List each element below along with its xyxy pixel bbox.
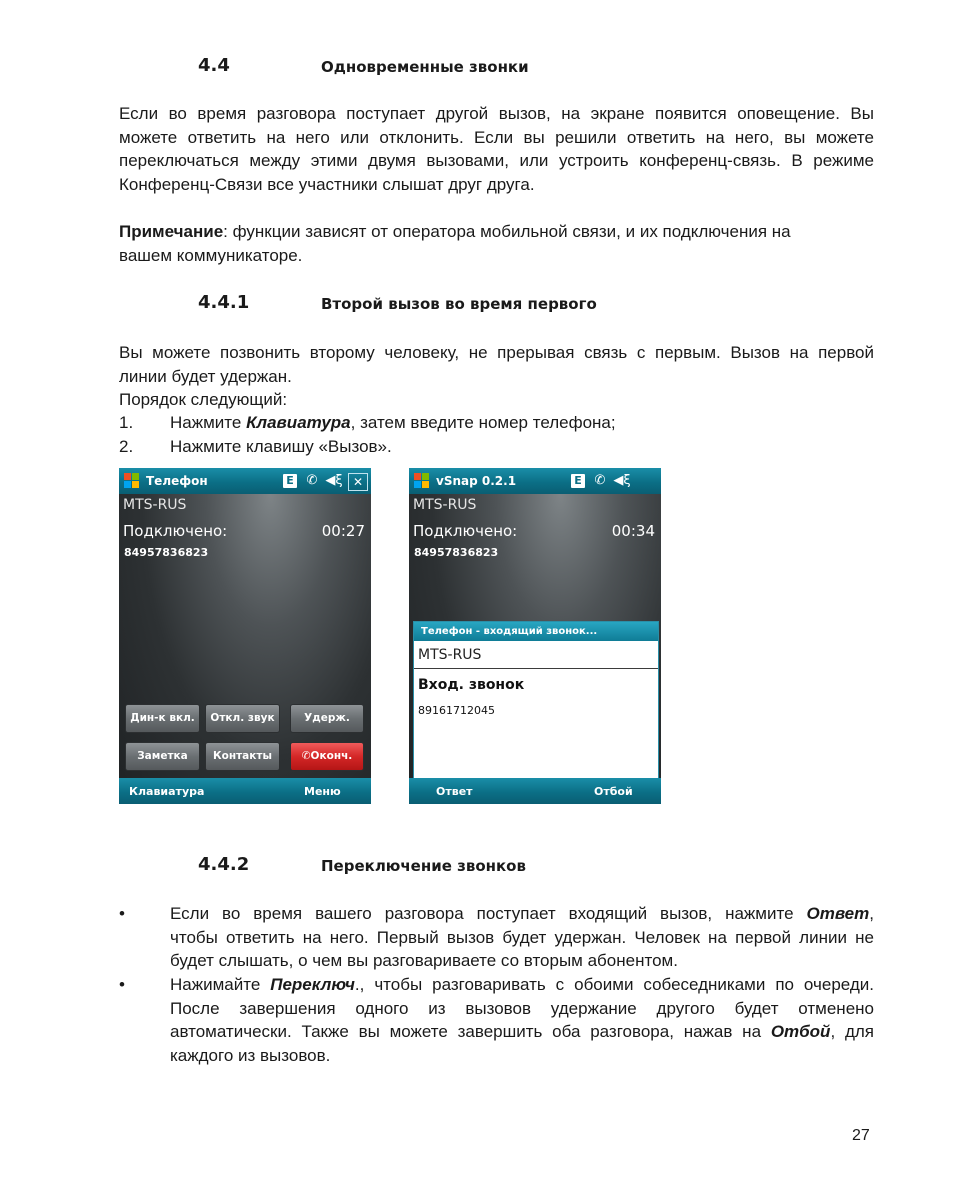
step-item: [119, 411, 874, 435]
softkey-answer[interactable]: Ответ: [436, 785, 473, 798]
phone-screen-incoming: [409, 468, 661, 804]
start-icon[interactable]: [124, 473, 140, 489]
intro-line: Конференц-Связи все участники слышат друг друга.: [119, 174, 535, 194]
section-number: 4.4.1: [198, 292, 250, 313]
text-span: Если во время вашего разговора поступает входящий вызов, нажмите: [170, 904, 807, 923]
end-call-label: Оконч.: [310, 750, 353, 762]
text-line: После завершения одного из вызовов удержание другого будет отменено: [170, 998, 874, 1018]
mute-button[interactable]: Откл. звук: [205, 704, 280, 733]
title-bar: [409, 468, 661, 494]
volume-icon[interactable]: ◀ξ: [613, 473, 631, 488]
steps-list: [119, 411, 874, 458]
incoming-number: 89161712045: [418, 704, 495, 717]
text-line: Порядок следующий:: [119, 390, 288, 409]
text-line: [170, 973, 874, 997]
intro-paragraph: [119, 102, 874, 196]
keyword-switch: Переключ: [270, 975, 355, 994]
soft-key-bar: [409, 778, 661, 804]
text-line: каждого из вызовов.: [170, 1045, 331, 1065]
edge-icon: E: [283, 474, 297, 488]
bullet-item: [170, 973, 874, 1067]
text-line: линии будет удержан.: [119, 366, 292, 386]
note-text: : функции зависят от оператора мобильной связи, и их подключения на: [223, 222, 791, 241]
section-title: Одновременные звонки: [321, 58, 529, 76]
step-text: , затем введите номер телефона;: [350, 413, 616, 432]
text-line: будет слышать, о чем вы разговариваете со вторым абонентом.: [170, 951, 678, 970]
keyword-decline: Отбой: [770, 1022, 831, 1041]
page-number: 27: [852, 1127, 870, 1144]
call-timer: 00:34: [611, 522, 655, 540]
phone-signal-icon: ✆: [306, 473, 318, 488]
contacts-button[interactable]: Контакты: [205, 742, 280, 771]
section-number: 4.4: [198, 55, 230, 76]
incoming-call-dialog: [413, 621, 659, 781]
close-icon[interactable]: ✕: [348, 473, 368, 491]
end-call-button[interactable]: [290, 742, 364, 771]
app-title: Телефон: [146, 474, 208, 488]
step-text: Нажмите: [170, 413, 247, 432]
note-text: вашем коммуникаторе.: [119, 245, 303, 265]
softkey-decline[interactable]: Отбой: [594, 785, 633, 798]
phone-screen-call: [119, 468, 371, 804]
phone-icon: ✆: [301, 750, 311, 762]
section-number: 4.4.2: [198, 854, 250, 875]
step-text: Нажмите клавишу «Вызов».: [170, 436, 392, 456]
intro-line: переключаться между этими двумя вызовами, или устроить конференц-связь. В режиме: [119, 151, 874, 170]
text-line: Вы можете позвонить второму человеку, не прерывая связь с первым. Вызов на первой: [119, 343, 874, 362]
softkey-keyboard[interactable]: Клавиатура: [129, 785, 205, 798]
text-line: чтобы ответить на него. Первый вызов будет удержан. Человек на первой линии не: [170, 927, 874, 947]
phone-number: 84957836823: [124, 546, 209, 559]
hold-button[interactable]: Удерж.: [290, 704, 364, 733]
step-keyword: Клавиатура: [246, 413, 351, 432]
edge-icon: E: [571, 474, 585, 488]
soft-key-bar: [119, 778, 371, 804]
speaker-button[interactable]: Дин-к вкл.: [125, 704, 200, 733]
text-span: автоматически. Также вы можете завершить оба разговора, нажав на: [170, 1022, 771, 1041]
call-status: Подключено:: [413, 522, 518, 540]
text-line: [170, 1020, 874, 1044]
intro-line: можете ответить на него или отклонить. Если вы решили ответить на него, вы можете: [119, 127, 874, 147]
bullet: •: [119, 904, 125, 923]
bullet-item: [170, 902, 874, 973]
phone-signal-icon: ✆: [594, 473, 606, 488]
section-title: Второй вызов во время первого: [321, 295, 597, 313]
title-bar: [119, 468, 371, 494]
step-item: [119, 435, 874, 459]
dialog-operator: MTS-RUS: [414, 642, 658, 669]
call-timer: 00:27: [321, 522, 365, 540]
volume-icon[interactable]: ◀ξ: [325, 473, 343, 488]
text-span: Нажимайте: [170, 975, 271, 994]
app-title: vSnap 0.2.1: [436, 474, 517, 488]
call-status: Подключено:: [123, 522, 228, 540]
second-call-paragraph: [119, 341, 874, 412]
keyword-answer: Ответ: [806, 904, 870, 923]
incoming-label: Вход. звонок: [418, 677, 525, 693]
section-title: Переключение звонков: [321, 857, 526, 875]
text-span: , для: [830, 1022, 874, 1041]
operator-name: MTS-RUS: [123, 497, 187, 513]
step-number: 1.: [119, 413, 134, 432]
start-icon[interactable]: [414, 473, 430, 489]
phone-number: 84957836823: [414, 546, 499, 559]
dialog-title: Телефон - входящий звонок...: [414, 622, 658, 641]
operator-name: MTS-RUS: [413, 497, 477, 513]
softkey-menu[interactable]: Меню: [304, 785, 341, 798]
text-span: ., чтобы разговаривать с обоими собеседниками по очереди.: [354, 975, 874, 994]
note-label: Примечание: [119, 222, 224, 241]
step-number: 2.: [119, 436, 134, 456]
note-paragraph: [119, 220, 874, 267]
text-line: [170, 902, 874, 926]
bullet: •: [119, 975, 125, 994]
intro-line: Если во время разговора поступает другой вызов, на экране появится оповещение. Вы: [119, 104, 874, 123]
note-button[interactable]: Заметка: [125, 742, 200, 771]
text-span: ,: [869, 904, 874, 923]
